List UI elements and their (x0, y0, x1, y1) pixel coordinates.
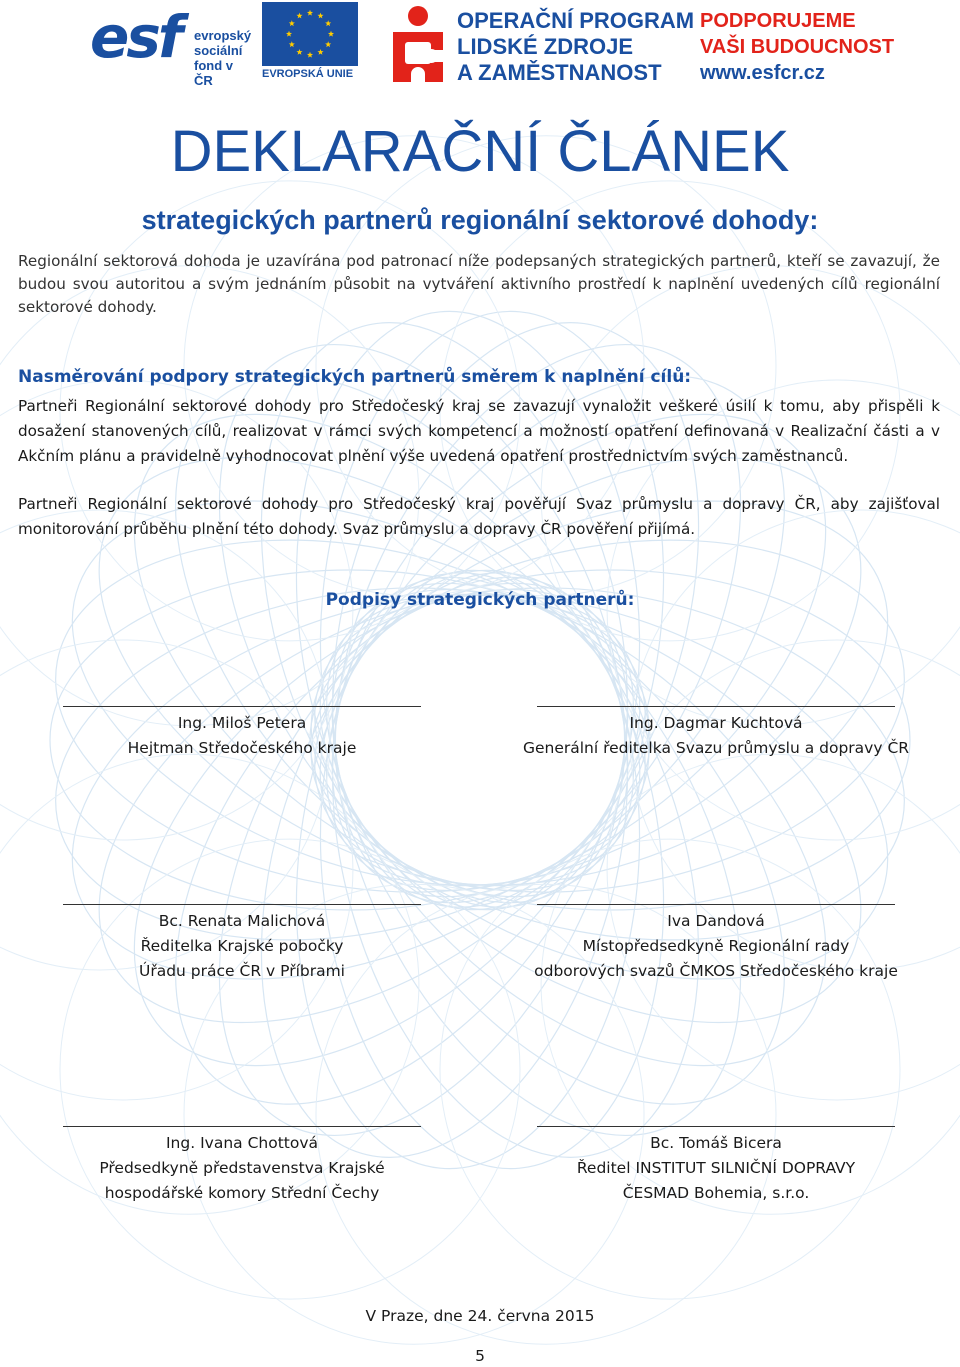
signature-block (496, 706, 936, 761)
signatory-role: Ředitelka Krajské pobočky (140, 937, 344, 955)
op-lzz-logo (385, 2, 695, 85)
signature-block (496, 904, 936, 984)
date-line: V Praze, dne 24. června 2015 (365, 1307, 595, 1325)
esf-url: www.esfcr.cz (700, 62, 825, 84)
signatory-role: odborových svazů ČMKOS Středočeského kraje (534, 962, 898, 980)
signature-line (537, 904, 895, 905)
signature-line (537, 706, 895, 707)
signatory-role: Generální ředitelka Svazu průmyslu a dopravy ČR (522, 739, 910, 757)
esf-line-3: fond v ČR (194, 58, 233, 88)
signatory-role: Hejtman Středočeského kraje (127, 739, 357, 757)
slogan-line-2: VAŠI BUDOUCNOST (700, 36, 895, 58)
intro-paragraph: Regionální sektorová dohoda je uzavírána pod patronací níže podepsaných strategických partnerů, kteří se zavazují, že budou svou autoritou a svým jednáním působit na vytváření aktivního prostředí k naplnění uvedených cílů regionální sektorové dohody. (18, 252, 940, 316)
signatory-role: Ředitel INSTITUT SILNIČNÍ DOPRAVY (576, 1159, 856, 1177)
paragraph-commitment: Partneři Regionální sektorové dohody pro Středočeský kraj se zavazují vynaložit veškeré úsilí k tomu, aby přispěli k dosažení stanovených cílů, realizovat v rámci svých kompetencí a možností opatření definovaná v Realizační části a v Akčním plánu a pravidelně vyhodnocovat plnění výše uvedená opatření prostřednictvím svých zaměstnanců. (18, 397, 940, 465)
signature-block (22, 904, 462, 984)
signatory-role: hospodářské komory Střední Čechy (104, 1184, 380, 1202)
signatory-name: Bc. Renata Malichová (158, 912, 326, 930)
op-lzz-text (457, 8, 694, 86)
page-number: 5 (475, 1347, 485, 1365)
esf-logo (90, 2, 255, 88)
signature-block (22, 706, 462, 761)
esf-logo-mark: esf (90, 3, 181, 71)
support-slogan-logo (700, 8, 894, 86)
signatory-name: Ing. Ivana Chottová (165, 1134, 319, 1152)
puzzle-figure-icon (385, 2, 451, 84)
esf-line-1: evropský (194, 28, 252, 43)
esf-logo-text (194, 28, 255, 88)
op-line-2: LIDSKÉ ZDROJE (457, 34, 634, 59)
signatory-role: Místopředsedkyně Regionální rady (582, 937, 850, 955)
signatory-name: Ing. Miloš Petera (177, 714, 307, 732)
signatory-name: Ing. Dagmar Kuchtová (629, 714, 803, 732)
paragraph-monitoring: Partneři Regionální sektorové dohody pro Středočeský kraj pověřují Svaz průmyslu a dopravy ČR, aby zajišťoval monitorování průběhu plnění této dohody. Svaz průmyslu a dopravy ČR pověření přijímá. (18, 495, 940, 538)
document-title: DEKLARAČNÍ ČLÁNEK (170, 119, 790, 184)
signatures-heading: Podpisy strategických partnerů: (325, 590, 635, 610)
esf-line-2: sociální (194, 43, 243, 58)
eu-logo-text: EVROPSKÁ UNIE (262, 68, 354, 80)
signature-line (63, 706, 421, 707)
signature-line (63, 1126, 421, 1127)
signatory-role: ČESMAD Bohemia, s.r.o. (622, 1184, 810, 1202)
op-line-1: OPERAČNÍ PROGRAM (457, 8, 695, 33)
signature-line (537, 1126, 895, 1127)
signature-block (22, 1126, 462, 1206)
document-subtitle: strategických partnerů regionální sektorové dohody: (141, 205, 819, 235)
section-heading: Nasměrování podpory strategických partnerů směrem k naplnění cílů: (18, 367, 692, 387)
op-line-3: A ZAMĚSTNANOST (457, 60, 662, 85)
signature-block (496, 1126, 936, 1206)
signatory-role: Předsedkyně představenstva Krajské (99, 1159, 385, 1177)
signatory-role: Úřadu práce ČR v Příbrami (139, 962, 345, 980)
signatory-name: Bc. Tomáš Bicera (650, 1134, 782, 1152)
eu-flag-icon (262, 2, 358, 66)
signature-line (63, 904, 421, 905)
slogan-line-1: PODPORUJEME (700, 10, 856, 32)
signatory-name: Iva Dandová (667, 912, 765, 930)
eu-logo (262, 2, 360, 82)
